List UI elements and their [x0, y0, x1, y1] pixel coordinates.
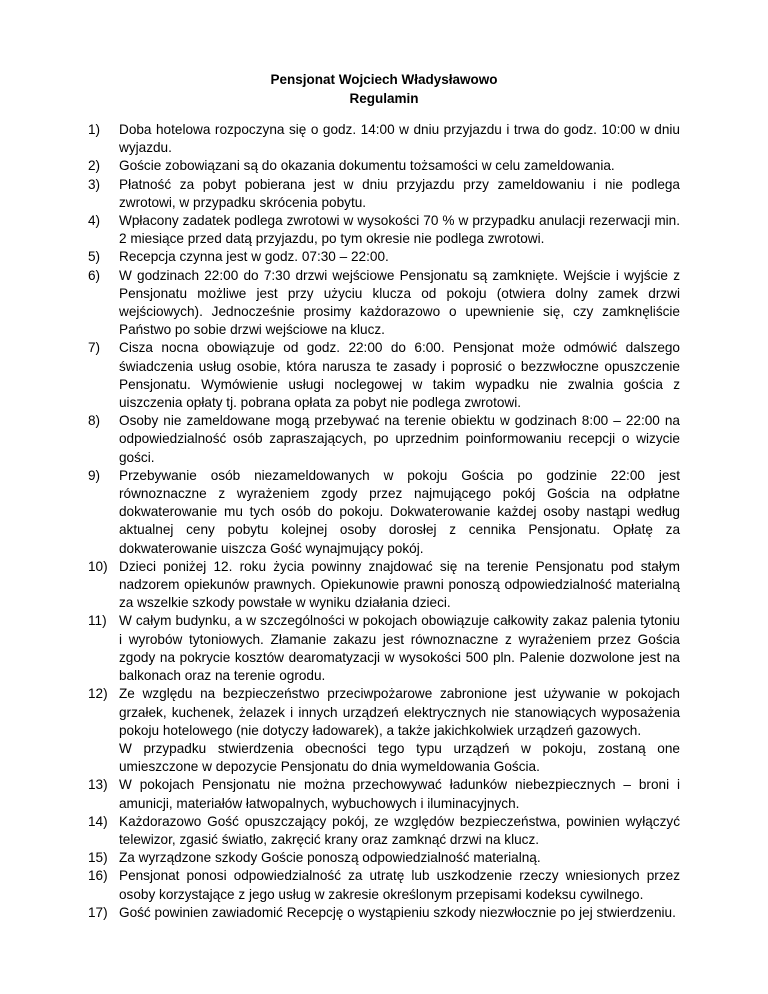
rule-text: Goście zobowiązani są do okazania dokumentu tożsamości w celu zameldowania.: [119, 158, 615, 174]
rule-item: [88, 121, 680, 157]
rule-number: 17): [88, 904, 108, 920]
rule-item: [88, 176, 680, 212]
rule-item: [88, 157, 680, 175]
rule-text: Wpłacony zadatek podlega zwrotowi w wysokości 70 % w przypadku anulacji rezerwacji min. 2 miesiące przed datą przyjazdu, po tym okresie nie podlega zwrotowi.: [119, 213, 680, 247]
rule-number: 15): [88, 850, 108, 866]
rules-list: [88, 121, 680, 922]
rule-number: 8): [88, 413, 101, 429]
rule-number: 10): [88, 558, 108, 574]
rule-text: W pokojach Pensjonatu nie można przechowywać ładunków niebezpiecznych – broni i amunicji, materiałów łatwopalnych, wybuchowych i iluminacyjnych.: [119, 777, 680, 811]
rule-item: [88, 904, 680, 922]
document-header: [0, 70, 768, 108]
rule-text: Przebywanie osób niezameldowanych w pokoju Gościa po godzinie 22:00 jest równoznaczne z wyrażeniem zgody przez najmującego pokój Gościa na odpłatne dokwaterowanie mu tych osób do pokoju. Dokwaterowanie każdej osoby nastąpi według aktualnej ceny pobytu kolejnej osoby dorosłej z cennika Pensjonatu. Opłatę za dokwaterowanie uiszcza Gość wynajmujący pokój.: [119, 467, 680, 556]
rule-number: 1): [88, 122, 101, 137]
rule-number: 11): [88, 613, 107, 629]
rule-item: [88, 339, 680, 412]
rule-text: Każdorazowo Gość opuszczający pokój, ze względów bezpieczeństwa, powinien wyłączyć telewizor, zgasić światło, zakręcić krany oraz zamknąć drzwi na klucz.: [119, 813, 680, 847]
rule-text: W całym budynku, a w szczególności w pokojach obowiązuje całkowity zakaz palenia tytoniu i wyrobów tytoniowych. Złamanie zakazu jest równoznaczne z wyrażeniem przez Gościa zgody na pokrycie kosztów dearomatyzacji w wysokości 500 pln. Palenie dozwolone jest na balkonach oraz na terenie ogrodu.: [119, 613, 680, 684]
rule-item: [88, 813, 680, 849]
document-title: Pensjonat Wojciech Władysławowo: [270, 72, 498, 87]
document-subtitle: Regulamin: [349, 91, 419, 106]
rule-text: Recepcja czynna jest w godz. 07:30 – 22:00.: [119, 249, 389, 265]
rule-text: Doba hotelowa rozpoczyna się o godz. 14:00 w dniu przyjazdu i trwa do godz. 10:00 w dniu wyjazdu.: [119, 122, 680, 156]
rule-item: [88, 685, 680, 776]
rule-item: [88, 612, 680, 685]
rule-number: 7): [88, 340, 101, 356]
rule-text: Dzieci poniżej 12. roku życia powinny znajdować się na terenie Pensjonatu pod stałym nadzorem opiekunów prawnych. Opiekunowie prawni ponoszą odpowiedzialność materialną za wszelkie szkody powstałe w wyniku działania dzieci.: [119, 558, 680, 611]
rule-number: 4): [88, 213, 101, 229]
rule-number: 16): [88, 868, 108, 884]
rule-text: Cisza nocna obowiązuje od godz. 22:00 do 6:00. Pensjonat może odmówić dalszego świadczenia usług osobie, która narusza te zasady i poprosić o bezzwłoczne opuszczenie Pensjonatu. Wymówienie usługi noclegowej w takim wypadku nie zwalnia gościa z uiszczenia opłaty tj. pobrana opłata za pobyt nie podlega zwrotowi.: [119, 340, 680, 411]
rule-item: [88, 267, 680, 340]
rule-text: Osoby nie zameldowane mogą przebywać na terenie obiektu w godzinach 8:00 – 22:00 na odpowiedzialność osób zapraszających, po uprzednim poinformowaniu recepcji o wizycie gości.: [119, 413, 680, 465]
rule-item: [88, 849, 680, 867]
rule-item: [88, 558, 680, 613]
rule-text: Za wyrządzone szkody Goście ponoszą odpowiedzialność materialną.: [119, 850, 541, 866]
rule-number: 14): [88, 813, 108, 829]
rule-item: [88, 776, 680, 812]
rule-text: Ze względu na bezpieczeństwo przeciwpożarowe zabronione jest używanie w pokojach grzałek, kuchenek, żelazek i innych urządzeń elektrycznych nie stanowiących wyposażenia pokoju hotelowego (nie dotyczy ładowarek), a także jakichkolwiek urządzeń gazowych.: [119, 686, 680, 738]
rule-number: 6): [88, 267, 101, 283]
rule-text: Płatność za pobyt pobierana jest w dniu przyjazdu przy zameldowaniu i nie podlega zwrotowi, w przypadku skrócenia pobytu.: [119, 176, 680, 210]
rule-item: [88, 212, 680, 248]
rule-number: 2): [88, 158, 101, 174]
rule-number: 12): [88, 686, 108, 702]
rule-number: 5): [88, 249, 101, 265]
rule-number: 3): [88, 176, 101, 192]
rule-item: [88, 248, 680, 266]
rule-text: Gość powinien zawiadomić Recepcję o wystąpieniu szkody niezwłocznie po jej stwierdzeniu.: [119, 904, 676, 920]
rule-text: W godzinach 22:00 do 7:30 drzwi wejściowe Pensjonatu są zamknięte. Wejście i wyjście z Pensjonatu możliwe jest przy użyciu klucza od pokoju (otwiera dolny zamek drzwi wejściowych). Jednocześnie prosimy każdorazowo o upewnienie się, czy zamknęliście Państwo po sobie drzwi wejściowe na klucz.: [119, 267, 680, 338]
rule-text: Pensjonat ponosi odpowiedzialność za utratę lub uszkodzenie rzeczy wniesionych przez osoby korzystające z jego usług w zakresie określonym przepisami kodeksu cywilnego.: [119, 868, 680, 902]
rule-text: W przypadku stwierdzenia obecności tego typu urządzeń w pokoju, zostaną one umieszczone w depozycie Pensjonatu do dnia wymeldowania Gościa.: [119, 740, 680, 775]
rule-number: 13): [88, 777, 108, 793]
rule-item: [88, 867, 680, 903]
rule-item: [88, 467, 680, 558]
rule-item: [88, 412, 680, 467]
rule-number: 9): [88, 467, 101, 483]
